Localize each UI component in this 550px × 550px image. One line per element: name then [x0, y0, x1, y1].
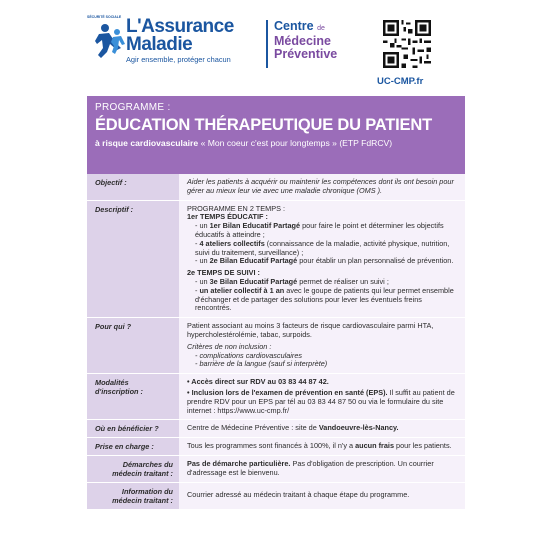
cmp-line3: Préventive [274, 47, 338, 61]
label-modalites: Modalités d'inscription : [87, 374, 179, 419]
t: Centre de Médecine Préventive : site de [187, 423, 319, 433]
runner-figures-icon [93, 18, 127, 62]
cmp-logo [274, 20, 337, 61]
programme-flyer [87, 12, 465, 548]
t: Pas de démarche particulière. [187, 459, 291, 469]
t: un atelier collectif à 1 an [199, 285, 285, 295]
subtitle-bold: à risque cardiovasculaire [95, 138, 199, 148]
assurance-maladie-name: L'Assurance Maladie [126, 16, 234, 55]
social-security-mini-label: SÉCURITÉ SOCIALE [87, 15, 122, 19]
label-ou: Où en bénéficier ? [87, 420, 179, 437]
cmp-word-centre: Centre [274, 19, 314, 33]
t: 2e Bilan Educatif Partagé [209, 256, 298, 266]
info-table [87, 174, 465, 510]
t: 1er Bilan Educatif Partagé [209, 221, 301, 231]
programme-subtitle [95, 138, 457, 148]
subtitle-rest: « Mon coeur c'est pour longtemps » (ETP FdRCV) [198, 138, 393, 148]
t: (connaissance de la maladie, activité physique, nutrition, suivi du traitement, surveillance) ; [195, 238, 450, 257]
t: aucun frais [355, 441, 395, 451]
programme-banner [87, 96, 465, 174]
label-information: Information du médecin traitant : [87, 483, 179, 509]
qr-code-icon [383, 20, 431, 68]
t: Il suffit au patient de prendre RDV pour un EPS par tél au 03 83 44 87 50 ou via le formulaire du site internet : https://www.uc-cmp.fr/ [187, 387, 455, 415]
t: - [195, 285, 200, 295]
modalites-i1: • Accès direct sur RDV au 03 83 44 87 42. [187, 377, 329, 387]
programme-title: ÉDUCATION THÉRAPEUTIQUE DU PATIENT [95, 116, 432, 134]
logo-divider [266, 20, 268, 68]
row-modalites [87, 374, 465, 420]
assurance-maladie-tagline: Agir ensemble, protéger chacun [126, 55, 231, 64]
cmp-word-de: de [317, 25, 325, 32]
t: Pas d'obligation de prescription. Un courrier d'adressage est le bienvenu. [187, 459, 434, 478]
pourqui-c2: - barrière de la langue (sauf si interprète) [195, 359, 328, 369]
t: Tous les programmes sont financés à 100%, il n'y a [187, 441, 356, 451]
label-demarches: Démarches du médecin traitant : [87, 456, 179, 482]
value-modalites [179, 374, 465, 419]
row-demarches [87, 456, 465, 483]
t: pour établir un plan personnalisé de prévention. [297, 256, 454, 266]
t: pour faire le point et déterminer les objectifs éducatifs à atteindre ; [195, 221, 444, 239]
row-objectif [87, 174, 465, 201]
flyer-header [87, 12, 465, 96]
assurance-maladie-logo [93, 18, 127, 62]
row-information [87, 483, 465, 510]
row-ou [87, 420, 465, 438]
t: permet de réaliser un suivi ; [297, 276, 389, 286]
cmp-line1 [274, 20, 337, 35]
t: Vandoeuvre-lès-Nancy. [318, 423, 399, 433]
cmp-line2: Médecine [274, 34, 331, 48]
t: 4 ateliers collectifs [199, 238, 265, 248]
value-objectif: Aider les patients à acquérir ou maintenir les compétences dont ils ont besoin pour gérer au mieux leur vie avec une maladie chronique (OMS ). [179, 174, 465, 200]
row-descriptif [87, 201, 465, 319]
desc-item1 [187, 222, 459, 240]
pourqui-text: Patient associant au moins 3 facteurs de risque cardiovasculaire parmi HTA, hypercholestérolémie, tabac, surpoids. [187, 321, 434, 339]
t: - un [195, 221, 210, 231]
pourqui-criteria: Critères de non inclusion : [187, 341, 272, 351]
desc-temps2: 2e TEMPS DE SUIVI : [187, 268, 260, 278]
label-pour-qui: Pour qui ? [87, 318, 179, 373]
desc-item2 [187, 240, 459, 258]
value-pour-qui [179, 318, 465, 373]
pourqui-c1: - complications cardiovasculaires [195, 350, 303, 360]
desc-heading: PROGRAMME EN 2 TEMPS : [187, 203, 285, 213]
value-prise-en-charge [179, 438, 465, 455]
desc-temps1: 1er TEMPS ÉDUCATIF : [187, 212, 268, 222]
label-prise-en-charge: Prise en charge : [87, 438, 179, 455]
t: - un [195, 276, 210, 286]
value-ou [179, 420, 465, 437]
value-information: Courrier adressé au médecin traitant à chaque étape du programme. [179, 483, 465, 509]
desc-item5 [187, 287, 459, 313]
label-objectif: Objectif : [87, 174, 179, 200]
qr-url-label: UC-CMP.fr [377, 76, 424, 87]
t: 3e Bilan Educatif Partagé [209, 276, 298, 286]
modalites-i2 [187, 389, 459, 415]
row-pour-qui [87, 318, 465, 374]
assurance-maladie-wordmark [126, 18, 234, 63]
programme-label: PROGRAMME : [95, 102, 171, 113]
t: - [195, 238, 200, 248]
t: avec le goupe de patients qui leur permet ensemble d'échanger et de partager des solutions pour lever les éventuels freins rencontrés. [195, 285, 454, 313]
desc-item3 [187, 257, 459, 266]
value-descriptif [179, 201, 465, 318]
value-demarches [179, 456, 465, 482]
t: - un [195, 256, 210, 266]
row-prise-en-charge [87, 438, 465, 456]
label-descriptif: Descriptif : [87, 201, 179, 318]
t: pour les patients. [394, 441, 452, 451]
t: • Inclusion lors de l'examen de prévention en santé (EPS). [187, 387, 388, 397]
